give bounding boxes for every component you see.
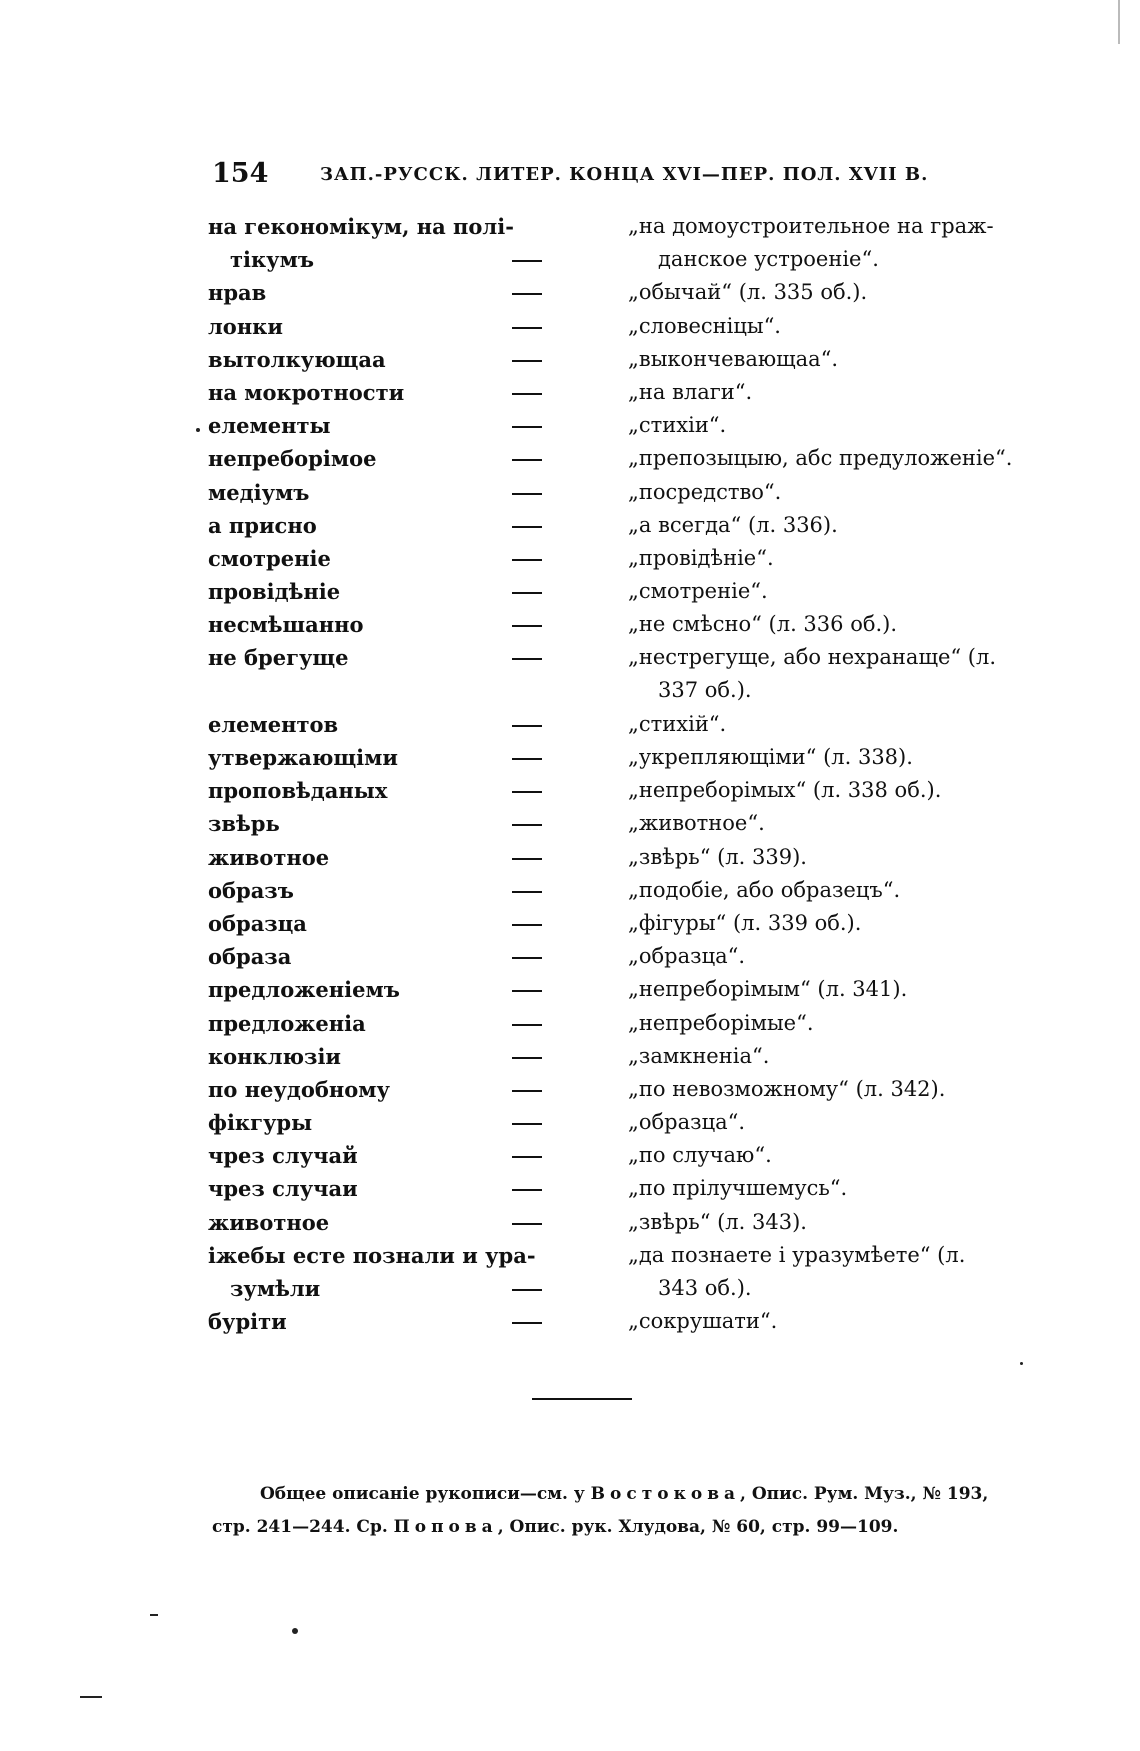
em-dash bbox=[512, 990, 542, 992]
translation bbox=[628, 343, 1036, 376]
author-name: Востокова bbox=[590, 1484, 741, 1504]
source-term-line: по неудобному bbox=[208, 1076, 390, 1102]
translation bbox=[628, 807, 1036, 840]
translation-line: „на домоустроительное на граж- bbox=[628, 214, 994, 238]
em-dash bbox=[512, 1289, 542, 1291]
em-dash bbox=[512, 1123, 542, 1125]
translation bbox=[628, 641, 1036, 707]
source-term-line: утвержающіми bbox=[208, 745, 398, 771]
source-term-line: предложеніемъ bbox=[208, 977, 400, 1003]
glossary-row bbox=[0, 310, 1140, 343]
source-term-line: непреборімое bbox=[208, 446, 377, 472]
source-term bbox=[208, 841, 518, 874]
source-term-line: образца bbox=[208, 910, 307, 936]
footnote-line-2: стр. 241—244. Ср. Попова, Опис. рук. Хлудова, № 60, стр. 99—109. bbox=[212, 1517, 899, 1537]
source-term-line: образъ bbox=[208, 877, 294, 903]
translation-line: „не смѣсно“ (л. 336 об.). bbox=[628, 612, 898, 637]
em-dash bbox=[512, 858, 542, 860]
source-term-line: животное bbox=[208, 844, 330, 870]
glossary-row bbox=[0, 708, 1140, 741]
translation-line: „смотреніе“. bbox=[628, 579, 768, 604]
glossary-row bbox=[0, 1172, 1140, 1205]
em-dash bbox=[512, 360, 542, 362]
translation-line: „образца“. bbox=[628, 944, 746, 969]
source-term bbox=[208, 210, 518, 276]
author-name: Попова bbox=[393, 1517, 498, 1537]
glossary-row bbox=[0, 741, 1140, 774]
em-dash bbox=[512, 758, 542, 760]
source-term bbox=[208, 509, 518, 542]
em-dash bbox=[512, 1090, 542, 1092]
footnote-divider bbox=[532, 1398, 632, 1400]
glossary-row bbox=[0, 907, 1140, 940]
em-dash bbox=[512, 1156, 542, 1158]
translation-line: „да познаете і уразумѣете“ (л. bbox=[628, 1242, 966, 1267]
scan-speck bbox=[150, 1614, 158, 1616]
translation bbox=[628, 310, 1036, 343]
source-term-line: конклюзіи bbox=[208, 1043, 342, 1069]
translation bbox=[628, 940, 1036, 973]
translation bbox=[628, 1172, 1036, 1205]
em-dash bbox=[512, 658, 542, 660]
glossary-row bbox=[0, 1239, 1140, 1305]
translation bbox=[628, 1040, 1036, 1073]
em-dash bbox=[512, 592, 542, 594]
source-term bbox=[208, 641, 518, 674]
translation bbox=[628, 907, 1036, 940]
translation-line: „препозыцыю, абс предуложеніе“. bbox=[628, 446, 1013, 471]
source-term-line: несмѣшанно bbox=[208, 612, 364, 638]
translation bbox=[628, 874, 1036, 907]
source-term bbox=[208, 973, 518, 1006]
em-dash bbox=[512, 824, 542, 826]
source-term-line: провідѣніе bbox=[208, 579, 341, 605]
translation bbox=[628, 741, 1036, 774]
source-term bbox=[208, 376, 518, 409]
translation-line: „подобіе, або образецъ“. bbox=[628, 877, 901, 902]
source-term bbox=[208, 907, 518, 940]
em-dash bbox=[512, 1024, 542, 1026]
source-term-line: проповѣданых bbox=[208, 778, 388, 804]
em-dash bbox=[512, 1322, 542, 1324]
glossary-row bbox=[0, 1007, 1140, 1040]
translation-line: „провідѣніе“. bbox=[628, 545, 774, 570]
translation-line: „звѣрь“ (л. 343). bbox=[628, 1209, 807, 1234]
translation bbox=[628, 774, 1036, 807]
translation-line: „животное“. bbox=[628, 811, 765, 836]
source-term bbox=[208, 1073, 518, 1106]
translation bbox=[628, 276, 1036, 309]
source-term-line: смотреніе bbox=[208, 545, 331, 571]
translation-line: „фігуры“ (л. 339 об.). bbox=[628, 910, 862, 935]
source-term bbox=[208, 608, 518, 641]
glossary-row bbox=[0, 376, 1140, 409]
glossary-row bbox=[0, 276, 1140, 309]
glossary-row bbox=[0, 1206, 1140, 1239]
em-dash bbox=[512, 559, 542, 561]
glossary-row bbox=[0, 575, 1140, 608]
translation-line: 343 об.). bbox=[658, 1275, 752, 1300]
glossary-row bbox=[0, 1040, 1140, 1073]
translation-line: „на влаги“. bbox=[628, 379, 753, 404]
glossary-row bbox=[0, 1139, 1140, 1172]
translation bbox=[628, 509, 1036, 542]
source-term-line: а присно bbox=[208, 512, 317, 538]
source-term bbox=[208, 807, 518, 840]
source-term bbox=[208, 708, 518, 741]
em-dash bbox=[512, 957, 542, 959]
em-dash bbox=[512, 293, 542, 295]
source-term-line: медіумъ bbox=[208, 479, 310, 505]
translation-line: „непреборімым“ (л. 341). bbox=[628, 977, 908, 1002]
em-dash bbox=[512, 426, 542, 428]
glossary-row bbox=[0, 841, 1140, 874]
source-term bbox=[208, 310, 518, 343]
footnote-line-1: Общее описаніе рукописи—см. у Востокова, Опис. Рум. Муз., № 193, bbox=[260, 1484, 989, 1504]
translation-line: „посредство“. bbox=[628, 479, 782, 504]
source-term-line: на мокротности bbox=[208, 379, 405, 405]
translation bbox=[628, 1206, 1036, 1239]
source-term bbox=[208, 1106, 518, 1139]
source-term bbox=[208, 741, 518, 774]
source-term-line: зумѣли bbox=[230, 1275, 321, 1301]
translation bbox=[628, 376, 1036, 409]
source-term bbox=[208, 874, 518, 907]
translation-line: „укрепляющіми“ (л. 338). bbox=[628, 745, 913, 770]
source-term-line: чрез случаи bbox=[208, 1176, 358, 1202]
glossary-row bbox=[0, 476, 1140, 509]
translation-line: „непреборімых“ (л. 338 об.). bbox=[628, 778, 942, 803]
glossary-row bbox=[0, 343, 1140, 376]
translation bbox=[628, 1073, 1036, 1106]
translation-line: „стихіи“. bbox=[628, 413, 727, 438]
source-term bbox=[208, 1040, 518, 1073]
source-term-line: звѣрь bbox=[208, 811, 280, 837]
source-term-line: на гекономікум, на полі- bbox=[208, 214, 514, 239]
source-term-line: елементов bbox=[208, 711, 339, 737]
source-term bbox=[208, 343, 518, 376]
glossary-row bbox=[0, 641, 1140, 707]
source-term-line: буріти bbox=[208, 1309, 287, 1335]
translation-line: „замкненіа“. bbox=[628, 1043, 770, 1068]
source-term bbox=[208, 542, 518, 575]
source-term bbox=[208, 476, 518, 509]
glossary-list bbox=[0, 210, 1140, 1338]
source-term bbox=[208, 1239, 536, 1305]
glossary-row bbox=[0, 608, 1140, 641]
glossary-row bbox=[0, 973, 1140, 1006]
source-term-line: вытолкующаа bbox=[208, 346, 386, 372]
translation-line: „звѣрь“ (л. 339). bbox=[628, 844, 807, 869]
translation bbox=[628, 608, 1036, 641]
page-number: 154 bbox=[212, 158, 269, 189]
translation-line: „нестрегуще, або нехранаще“ (л. bbox=[628, 645, 997, 670]
translation-line: „словесніцы“. bbox=[628, 313, 781, 338]
page-header bbox=[212, 158, 972, 194]
translation bbox=[628, 210, 1036, 276]
glossary-row bbox=[0, 542, 1140, 575]
source-term bbox=[208, 575, 518, 608]
em-dash bbox=[512, 725, 542, 727]
source-term-line: предложеніа bbox=[208, 1010, 366, 1036]
source-term-line: фікгуры bbox=[208, 1110, 313, 1136]
glossary-row bbox=[0, 1106, 1140, 1139]
running-head: ЗАП.-РУССК. ЛИТЕР. КОНЦА XVI—ПЕР. ПОЛ. XVII В. bbox=[320, 164, 929, 185]
source-term bbox=[208, 1206, 518, 1239]
translation-line: данское устроеніе“. bbox=[658, 247, 879, 271]
em-dash bbox=[512, 891, 542, 893]
scan-speck bbox=[1020, 1362, 1023, 1365]
translation-line: „выкончевающаа“. bbox=[628, 346, 839, 371]
em-dash bbox=[512, 1223, 542, 1225]
source-term bbox=[208, 1139, 518, 1172]
translation bbox=[628, 476, 1036, 509]
translation-line: „образца“. bbox=[628, 1110, 746, 1135]
glossary-row bbox=[0, 940, 1140, 973]
em-dash bbox=[512, 625, 542, 627]
source-term-line: нрав bbox=[208, 280, 267, 306]
translation bbox=[628, 542, 1036, 575]
em-dash bbox=[512, 459, 542, 461]
translation bbox=[628, 973, 1036, 1006]
translation-line: „сокрушати“. bbox=[628, 1309, 778, 1334]
translation-line: „непреборімые“. bbox=[628, 1010, 814, 1035]
source-term bbox=[208, 774, 518, 807]
source-term-line: образа bbox=[208, 944, 292, 970]
glossary-row bbox=[0, 442, 1140, 475]
source-term bbox=[208, 1305, 518, 1338]
translation bbox=[628, 1139, 1036, 1172]
translation-line: 337 об.). bbox=[658, 678, 752, 703]
glossary-row bbox=[0, 1305, 1140, 1338]
glossary-row bbox=[0, 210, 1140, 276]
translation bbox=[628, 442, 1036, 475]
scan-speck bbox=[80, 1696, 102, 1698]
em-dash bbox=[512, 493, 542, 495]
source-term bbox=[208, 1172, 518, 1205]
source-term-line: лонки bbox=[208, 313, 283, 339]
translation bbox=[628, 708, 1036, 741]
source-term bbox=[208, 442, 518, 475]
translation bbox=[628, 1007, 1036, 1040]
source-term-line: животное bbox=[208, 1209, 330, 1235]
em-dash bbox=[512, 924, 542, 926]
source-term-line: іжебы есте познали и ура- bbox=[208, 1242, 536, 1268]
glossary-row bbox=[0, 1073, 1140, 1106]
em-dash bbox=[512, 526, 542, 528]
glossary-row bbox=[0, 509, 1140, 542]
translation bbox=[628, 1106, 1036, 1139]
source-term bbox=[208, 1007, 518, 1040]
translation-line: „по прілучшемусь“. bbox=[628, 1176, 848, 1201]
translation-line: „по невозможному“ (л. 342). bbox=[628, 1076, 946, 1101]
scan-speck bbox=[196, 428, 200, 432]
source-term bbox=[208, 940, 518, 973]
em-dash bbox=[512, 1057, 542, 1059]
glossary-row bbox=[0, 774, 1140, 807]
translation bbox=[628, 1305, 1036, 1338]
footnote bbox=[212, 1478, 1024, 1544]
em-dash bbox=[512, 1189, 542, 1191]
em-dash bbox=[512, 791, 542, 793]
em-dash bbox=[512, 393, 542, 395]
em-dash bbox=[512, 260, 542, 262]
translation bbox=[628, 409, 1036, 442]
translation bbox=[628, 1239, 1036, 1305]
translation bbox=[628, 841, 1036, 874]
source-term-line: чрез случай bbox=[208, 1143, 358, 1169]
translation-line: „обычай“ (л. 335 об.). bbox=[628, 280, 868, 305]
translation-line: „по случаю“. bbox=[628, 1143, 772, 1168]
translation-line: „стихій“. bbox=[628, 711, 727, 736]
translation-line: „а всегда“ (л. 336). bbox=[628, 512, 838, 537]
scan-speck bbox=[292, 1628, 298, 1634]
glossary-row bbox=[0, 807, 1140, 840]
source-term-line: тікумъ bbox=[230, 247, 314, 272]
glossary-row bbox=[0, 874, 1140, 907]
source-term bbox=[208, 276, 518, 309]
glossary-row bbox=[0, 409, 1140, 442]
source-term-line: не брегуще bbox=[208, 645, 349, 671]
scan-edge-line bbox=[1118, 0, 1120, 44]
em-dash bbox=[512, 327, 542, 329]
source-term-line: елементы bbox=[208, 413, 331, 439]
source-term bbox=[208, 409, 518, 442]
translation bbox=[628, 575, 1036, 608]
